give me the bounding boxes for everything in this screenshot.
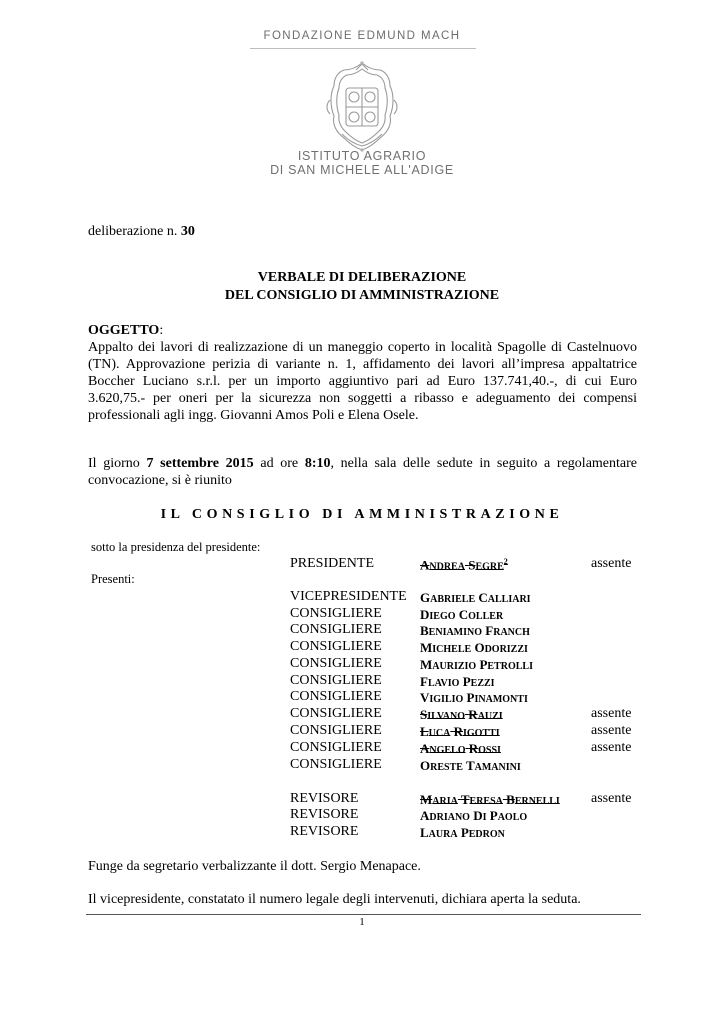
member-role: CONSIGLIERE [290, 723, 382, 738]
name-initial: L [420, 825, 429, 840]
name-rest: NDREA [429, 561, 465, 573]
name-rest: UCA [428, 728, 451, 739]
intro-part1: Il giorno [88, 456, 147, 471]
attendance-status: assente [591, 740, 632, 755]
footnote-marker: 2 [503, 557, 508, 566]
name-rest: ARIA [432, 796, 458, 807]
name-rest: ABRIELE [430, 594, 476, 605]
member-role: CONSIGLIERE [290, 656, 382, 671]
subject-colon: : [159, 323, 164, 338]
name-rest: IEGO [429, 611, 456, 622]
surname-initial: P [479, 657, 488, 672]
present-label: Presenti: [91, 572, 135, 586]
member-role: VICEPRESIDENTE [290, 589, 407, 604]
member-role: PRESIDENTE [290, 556, 374, 571]
deliberation-number-value: 30 [180, 224, 195, 239]
member-name [420, 758, 521, 774]
document-title-line2: DEL CONSIGLIO DI AMMINISTRAZIONE [224, 288, 500, 303]
surname-rest: OLLER [468, 611, 504, 622]
member-role: REVISORE [290, 807, 359, 822]
surname-rest: ALLIARI [487, 594, 531, 605]
meeting-time: 8:10 [304, 456, 331, 471]
document-title-line1: VERBALE DI DELIBERAZIONE [257, 270, 467, 285]
attendance-status: assente [591, 791, 632, 806]
subject-text: Appalto dei lavori di realizzazione di un maneggio coperto in località Spagolle di Castelnuovo (TN). Approvazione perizia di variante n. 1, affidamento dei lavori all’impresa appaltatrice Boccher Luciano s.r.l. per un importo aggiuntivo pari ad Euro 137.741,40.-, di cui Euro 3.620,75.- per oneri per la sicurezza non soggetti a ribasso e adeguamento dei compensi professionali agli ingg. Giovanni Amos Poli e Elena Osele. [88, 340, 637, 423]
name-initial: L [420, 724, 429, 739]
secretary-statement: Funge da segretario verbalizzante il dott. Sergio Menapace. [88, 859, 421, 874]
name-rest: AURIZIO [432, 661, 477, 672]
page-footer-divider [86, 914, 641, 915]
name-initial: M [420, 640, 433, 655]
member-name [420, 690, 528, 706]
surname-rest: EGRE [475, 561, 504, 573]
name-initial: F [420, 674, 428, 689]
member-name [420, 808, 527, 824]
surname-initial: T [460, 792, 470, 807]
meeting-intro [88, 455, 637, 472]
name-initial: A [420, 741, 430, 756]
surname-rest: AMANINI [474, 762, 521, 773]
attendance-status: assente [591, 723, 632, 738]
name-rest: AURA [428, 829, 458, 840]
institute-name-line2: DI SAN MICHELE ALL'ADIGE [270, 163, 454, 177]
surname-initial: R [453, 724, 463, 739]
member-role: CONSIGLIERE [290, 740, 382, 755]
name-initial: O [420, 758, 431, 773]
member-role: CONSIGLIERE [290, 606, 382, 621]
name-initial: A [420, 808, 430, 823]
surname2-initial: B [506, 792, 515, 807]
subject-label: OGGETTO [88, 323, 160, 338]
member-role: CONSIGLIERE [290, 689, 382, 704]
member-name [420, 674, 495, 690]
name-initial: M [420, 792, 433, 807]
header-divider [250, 48, 476, 49]
member-name [420, 557, 508, 573]
member-name [420, 607, 503, 623]
member-role: CONSIGLIERE [290, 673, 382, 688]
surname-rest: DORIZZI [484, 644, 528, 655]
name-initial: D [420, 607, 430, 622]
surname-initial: C [478, 590, 488, 605]
page-number: 1 [359, 916, 365, 928]
member-name [420, 707, 503, 723]
name-rest: LAVIO [427, 678, 460, 689]
name-rest: IGILIO [429, 694, 464, 705]
institute-crest-icon [320, 60, 404, 152]
surname-initial: R [468, 707, 478, 722]
name-rest: NGELO [429, 745, 466, 756]
surname-initial: C [458, 607, 469, 622]
member-name [420, 724, 500, 740]
member-name [420, 657, 533, 673]
surname-rest: EDRON [468, 829, 505, 840]
surname-initial: F [485, 623, 494, 638]
name-initial: M [420, 657, 433, 672]
deliberation-number [88, 223, 195, 240]
name-rest: DRIANO [429, 812, 470, 823]
surname-rest: EZZI [470, 678, 495, 689]
name-initial: S [420, 707, 428, 722]
member-role: CONSIGLIERE [290, 706, 382, 721]
surname-initial: O [474, 640, 485, 655]
member-name [420, 623, 530, 639]
name-rest: RESTE [430, 762, 463, 773]
surname-rest: ERESA [469, 796, 503, 807]
intro-part2: ad ore [253, 456, 305, 471]
surname-initial: T [465, 758, 475, 773]
attendance-status: assente [591, 556, 632, 571]
surname-rest: I [482, 812, 487, 823]
surname2-initial: P [489, 808, 498, 823]
surname-initial: P [462, 674, 471, 689]
intro-part3: , nella sala delle sedute in seguito a regolamentare [330, 456, 637, 471]
foundation-name: FONDAZIONE EDMUND MACH [263, 30, 461, 42]
surname-rest: INAMONTI [474, 694, 528, 705]
meeting-date: 7 settembre 2015 [146, 456, 254, 471]
surname2-rest: AOLO [497, 812, 528, 823]
member-name [420, 590, 531, 606]
surname-initial: P [466, 690, 475, 705]
member-role: REVISORE [290, 824, 359, 839]
name-initial: A [420, 557, 430, 573]
member-name [420, 741, 501, 757]
surname-initial: D [473, 808, 483, 823]
name-initial: V [420, 690, 430, 705]
surname-rest: ETROLLI [487, 661, 533, 672]
member-role: REVISORE [290, 791, 359, 806]
surname-rest: AUZI [477, 711, 503, 722]
name-rest: ICHELE [432, 644, 472, 655]
name-initial: B [420, 623, 429, 638]
member-name [420, 792, 560, 808]
member-name [420, 825, 505, 841]
member-role: CONSIGLIERE [290, 622, 382, 637]
surname-initial: R [468, 741, 479, 756]
member-name [420, 640, 528, 656]
surname-rest: IGOTTI [462, 728, 500, 739]
quorum-statement: Il vicepresidente, constatato il numero legale degli intervenuti, dichiara aperta la seduta. [88, 892, 581, 907]
name-rest: ILVANO [427, 711, 466, 722]
deliberation-label: deliberazione n. [88, 224, 178, 239]
presidency-label: sotto la presidenza del presidente: [91, 540, 261, 554]
surname2-rest: ERNELLI [514, 796, 560, 807]
meeting-intro-line2: convocazione, si è riunito [88, 473, 232, 488]
attendance-status: assente [591, 706, 632, 721]
council-heading: IL CONSIGLIO DI AMMINISTRAZIONE [160, 507, 564, 522]
member-role: CONSIGLIERE [290, 757, 382, 772]
institute-name-line1: ISTITUTO AGRARIO [297, 149, 427, 163]
name-initial: G [420, 590, 431, 605]
surname-rest: OSSI [478, 745, 501, 756]
surname-initial: P [460, 825, 469, 840]
surname-initial: S [468, 557, 476, 573]
subject-heading [88, 322, 163, 339]
surname-rest: RANCH [493, 627, 530, 638]
name-rest: ENIAMINO [428, 627, 483, 638]
member-role: CONSIGLIERE [290, 639, 382, 654]
